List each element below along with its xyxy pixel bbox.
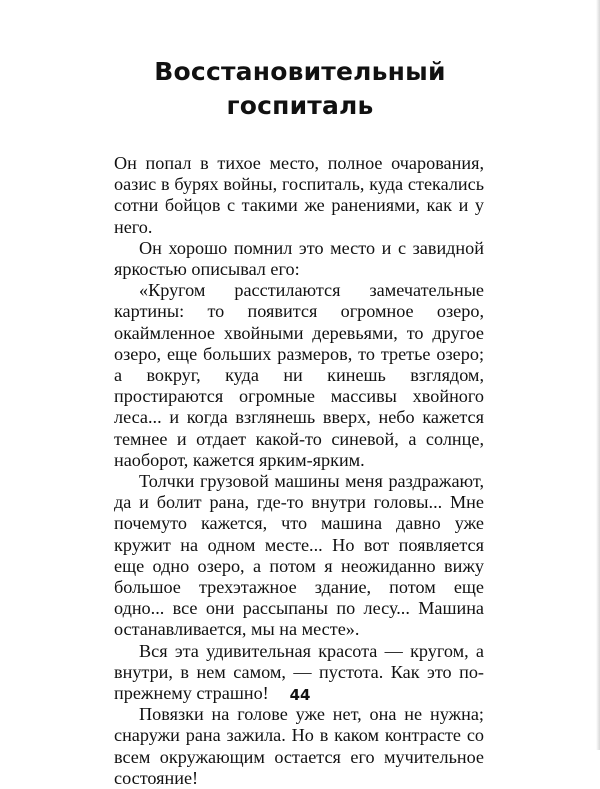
chapter-title-line-2: госпиталь <box>226 90 374 120</box>
paragraph: Вся эта удивительная красота — кругом, а внутри, в нем самом, — пустота. Как это по-прежнему страшно! <box>114 640 484 704</box>
chapter-title <box>0 55 600 123</box>
chapter-title-line-1: Восстановительный <box>154 56 446 86</box>
paragraph: Повязки на голове уже нет, она не нужна; снаружи рана зажила. Но в каком контрасте со всем окружающим остается его мучительное состояние! <box>114 704 484 788</box>
paragraph-quote: Толчки грузовой машины меня раздражают, да и болит рана, где-то внутри головы... Мне почемуто кажется, что машина давно уже кружит на одном месте... Но вот появляется еще одно озеро, а потом я неожиданно вижу большое трехэтажное здание, потом еще одно... все они рассыпаны по лесу... Машина останавливается, мы на месте». <box>114 471 484 640</box>
paragraph: Он хорошо помнил это место и с завидной яркостью описывал его: <box>114 237 484 280</box>
paragraph-quote: «Кругом расстилаются замечательные картины: то появится огромное озеро, окаймленное хвойными деревьями, то другое озеро, еще больших размеров, то третье озеро; а вокруг, куда ни кинешь взглядом, простираются огромные массивы хвойного леса... и когда взглянешь вверх, небо кажется темнее и отдает какой-то синевой, а солнце, наоборот, кажется ярким-ярким. <box>114 280 484 470</box>
page-number: 44 <box>289 686 311 704</box>
paragraph: Он попал в тихое место, полное очарования, оазис в бурях войны, госпиталь, куда стекались сотни бойцов с такими же ранениями, как и у него. <box>114 153 484 237</box>
